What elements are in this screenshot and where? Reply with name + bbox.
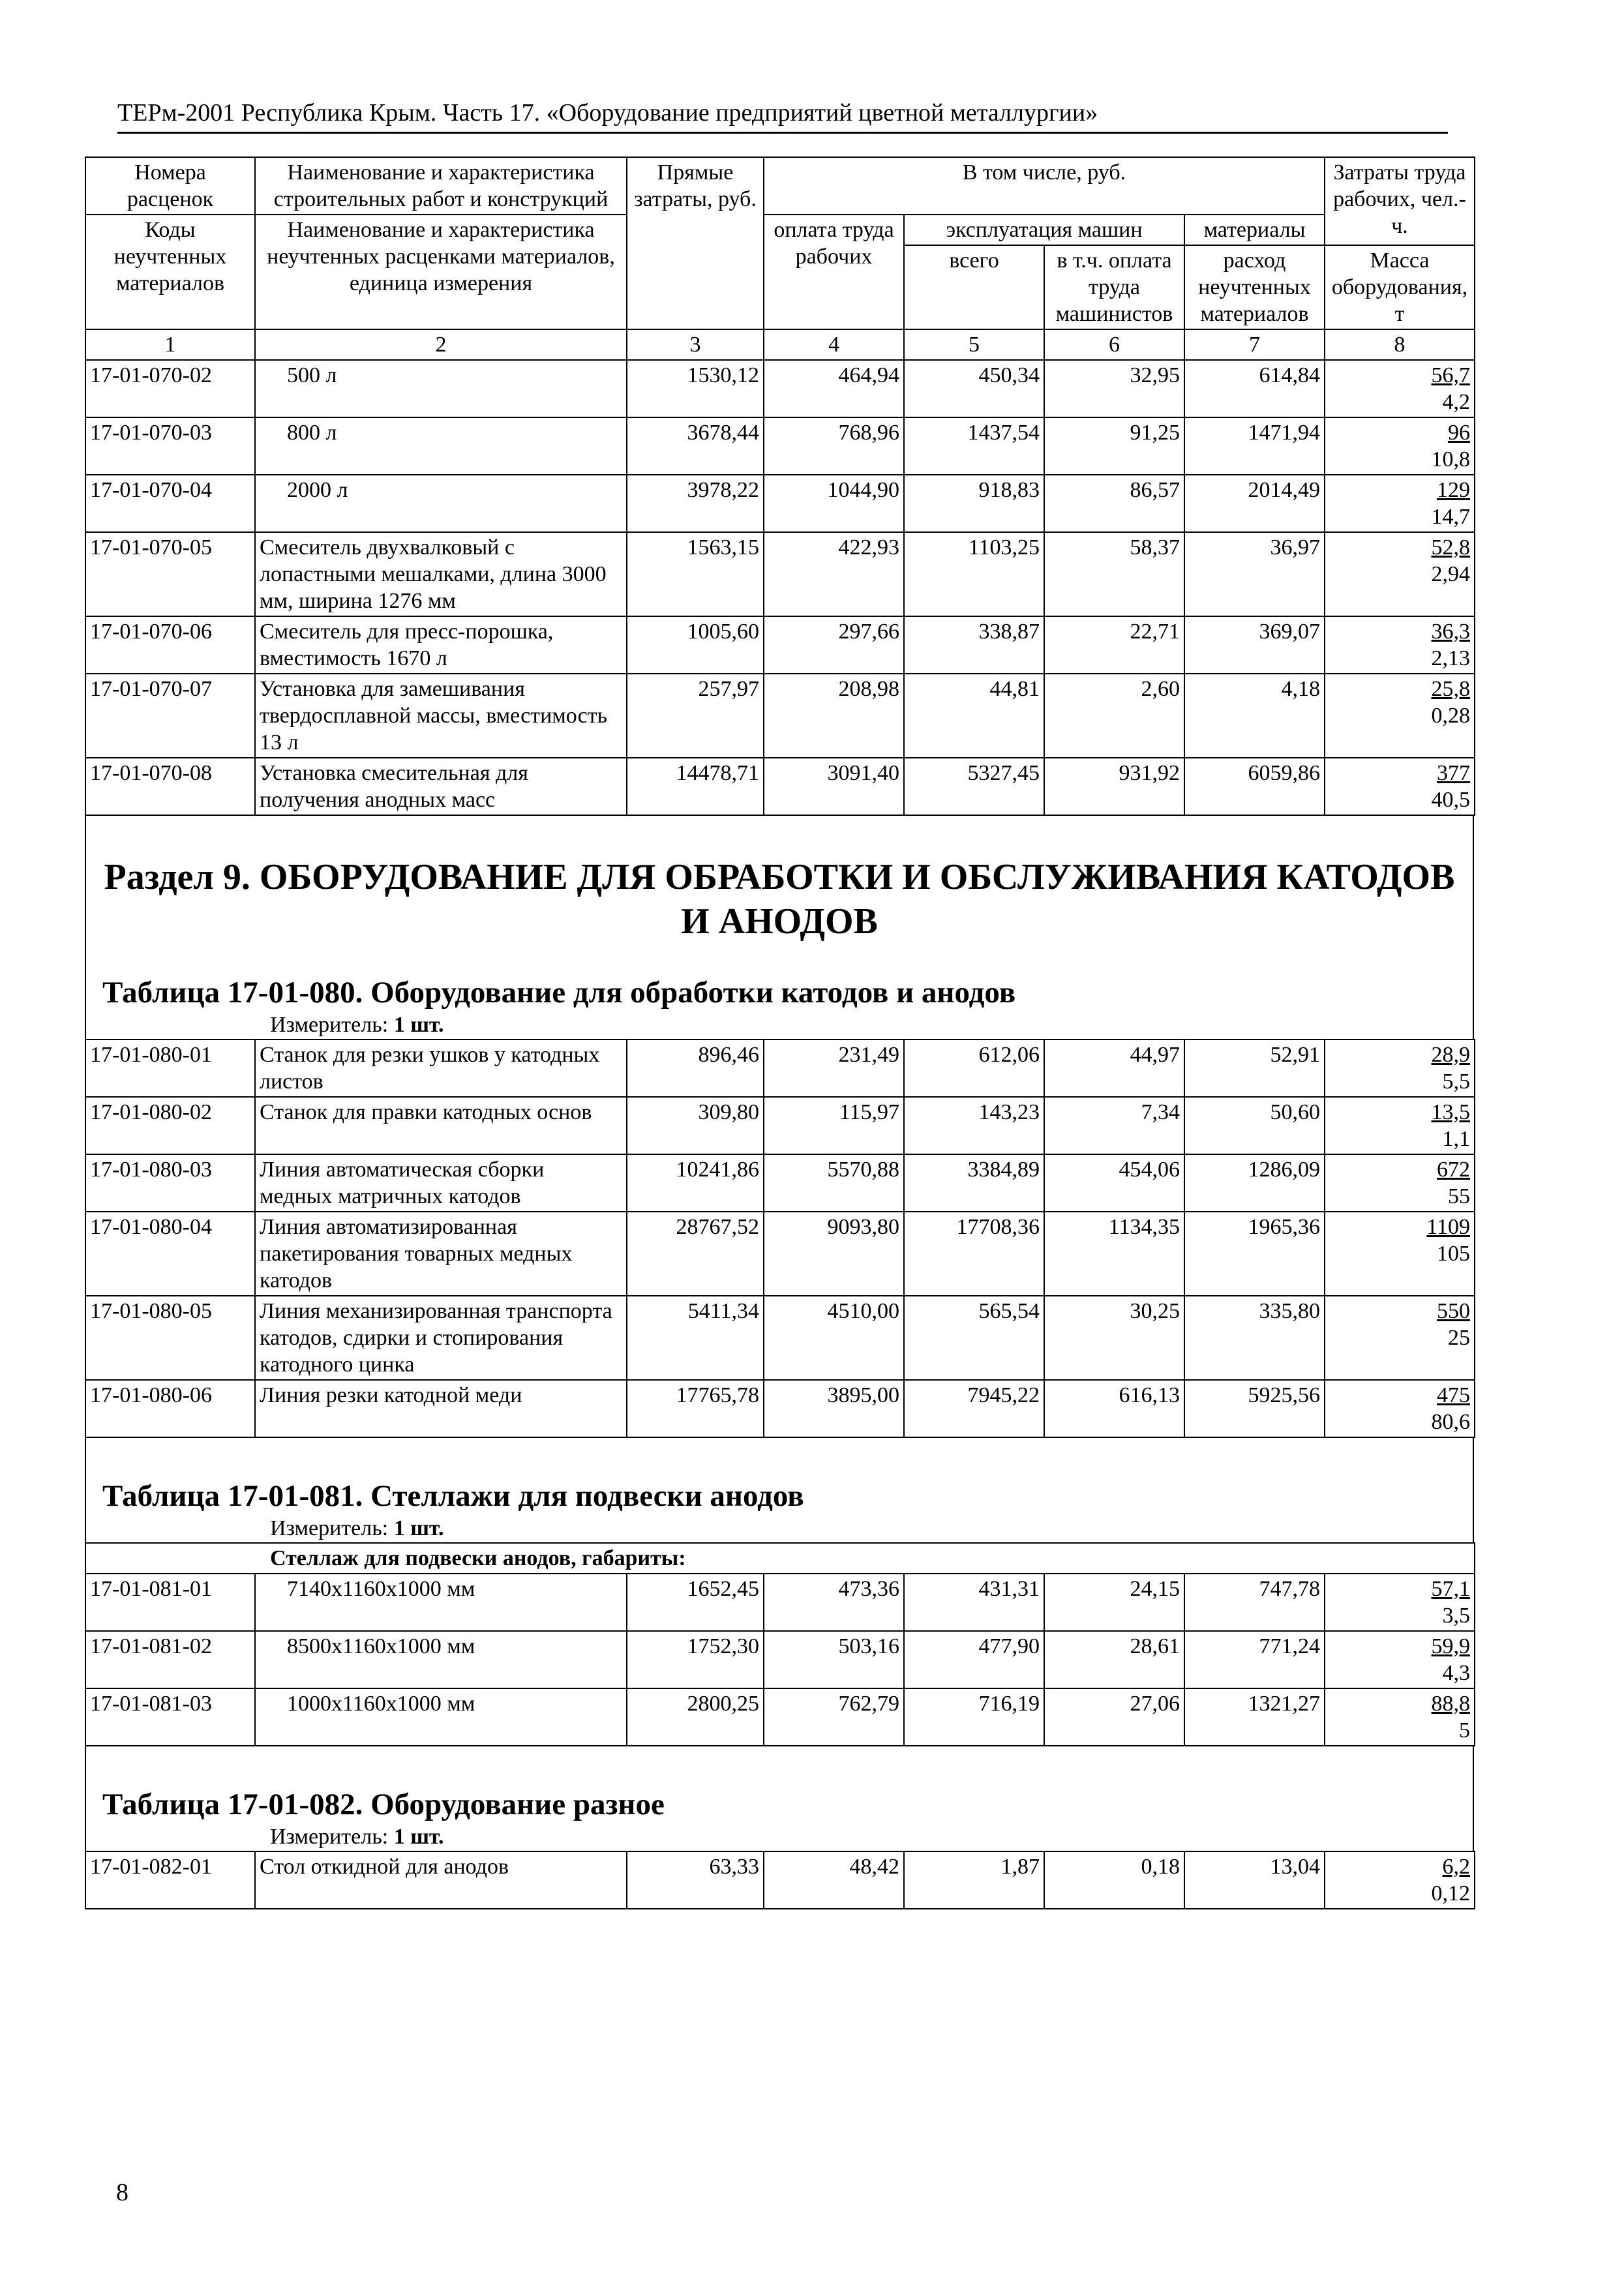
col-number: 2 [255, 329, 627, 360]
direct-costs: 2800,25 [627, 1688, 764, 1746]
machines-total: 5327,45 [904, 758, 1044, 815]
meter-label: Измеритель: [270, 1013, 389, 1037]
labor-pay: 464,94 [764, 360, 904, 417]
machines-total: 565,54 [904, 1296, 1044, 1380]
labor-pay: 762,79 [764, 1688, 904, 1746]
labor-hours-and-mass [1325, 674, 1475, 758]
table-row [85, 532, 1475, 616]
rate-code: 17-01-081-01 [85, 1574, 255, 1631]
rate-code: 17-01-080-03 [85, 1154, 255, 1212]
direct-costs: 309,80 [627, 1097, 764, 1154]
machinist-pay: 27,06 [1044, 1688, 1184, 1746]
direct-costs: 1005,60 [627, 616, 764, 674]
materials-cost: 1471,94 [1184, 417, 1325, 475]
equipment-mass: 55 [1448, 1184, 1470, 1208]
rows-080 [85, 1040, 1475, 1437]
machinist-pay: 58,37 [1044, 532, 1184, 616]
labor-hours-and-mass [1325, 1631, 1475, 1688]
direct-costs: 1563,15 [627, 532, 764, 616]
materials-cost: 335,80 [1184, 1296, 1325, 1380]
rate-name: Станок для правки катодных основ [255, 1097, 627, 1154]
machinist-pay: 22,71 [1044, 616, 1184, 674]
direct-costs: 896,46 [627, 1040, 764, 1097]
equipment-mass: 2,13 [1431, 646, 1470, 670]
meter-value: 1 шт. [393, 1825, 444, 1849]
meter-value: 1 шт. [393, 1013, 444, 1037]
labor-hours: 672 [1437, 1158, 1470, 1182]
rate-code: 17-01-080-04 [85, 1212, 255, 1296]
table-row [85, 1631, 1475, 1688]
machinist-pay: 86,57 [1044, 475, 1184, 532]
materials-cost: 369,07 [1184, 616, 1325, 674]
header-rule [117, 132, 1448, 134]
labor-hours: 36,3 [1431, 620, 1470, 644]
labor-pay: 231,49 [764, 1040, 904, 1097]
materials-cost: 13,04 [1184, 1851, 1325, 1909]
equipment-mass: 3,5 [1442, 1604, 1471, 1628]
labor-pay: 473,36 [764, 1574, 904, 1631]
materials-cost: 614,84 [1184, 360, 1325, 417]
rate-name: Линия автоматизированная пакетирования товарных медных катодов [255, 1212, 627, 1296]
materials-cost: 5925,56 [1184, 1380, 1325, 1437]
col-header-machinist-pay: в т.ч. оплата труда машинистов [1044, 245, 1184, 329]
labor-hours-and-mass [1325, 1380, 1475, 1437]
machines-total: 612,06 [904, 1040, 1044, 1097]
meter-label: Измеритель: [270, 1825, 389, 1849]
table-row [85, 1380, 1475, 1437]
col-header-machines-total: всего [904, 245, 1044, 329]
equipment-mass: 25 [1448, 1326, 1470, 1350]
equipment-mass: 0,12 [1431, 1881, 1470, 1906]
table-row [85, 417, 1475, 475]
machines-total: 44,81 [904, 674, 1044, 758]
labor-pay: 503,16 [764, 1631, 904, 1688]
rate-name: Смеситель двухвалковый с лопастными мешалками, длина 3000 мм, ширина 1276 мм [255, 532, 627, 616]
labor-hours: 96 [1448, 421, 1470, 445]
labor-pay: 208,98 [764, 674, 904, 758]
table-080-title: Таблица 17-01-080. Оборудование для обработки катодов и анодов [102, 976, 1016, 1010]
materials-cost: 1321,27 [1184, 1688, 1325, 1746]
labor-hours-and-mass [1325, 1040, 1475, 1097]
col-header-machines: эксплуатация машин [904, 215, 1184, 245]
labor-hours-and-mass [1325, 475, 1475, 532]
direct-costs: 10241,86 [627, 1154, 764, 1212]
equipment-mass: 1,1 [1442, 1127, 1470, 1151]
machinist-pay: 44,97 [1044, 1040, 1184, 1097]
labor-pay: 422,93 [764, 532, 904, 616]
machinist-pay: 32,95 [1044, 360, 1184, 417]
machines-total: 17708,36 [904, 1212, 1044, 1296]
rate-code: 17-01-070-03 [85, 417, 255, 475]
direct-costs: 1530,12 [627, 360, 764, 417]
machinist-pay: 1134,35 [1044, 1212, 1184, 1296]
col-number: 7 [1184, 329, 1325, 360]
col-header-rate-numbers: Номера расценок [85, 157, 255, 215]
machinist-pay: 91,25 [1044, 417, 1184, 475]
labor-hours: 550 [1437, 1299, 1470, 1323]
labor-pay: 9093,80 [764, 1212, 904, 1296]
col-header-labor-hours: Затраты труда рабочих, чел.-ч. [1325, 157, 1475, 245]
table-row [85, 1040, 1475, 1097]
rate-name: Установка смесительная для получения анодных масс [255, 758, 627, 815]
rate-name: Линия автоматическая сборки медных матричных катодов [255, 1154, 627, 1212]
table-row [85, 758, 1475, 815]
table-row [85, 475, 1475, 532]
labor-pay: 768,96 [764, 417, 904, 475]
direct-costs: 14478,71 [627, 758, 764, 815]
equipment-mass: 80,6 [1431, 1410, 1470, 1434]
equipment-mass: 5,5 [1442, 1070, 1470, 1094]
rate-name: 2000 л [255, 475, 627, 532]
materials-cost: 36,97 [1184, 532, 1325, 616]
labor-hours: 13,5 [1431, 1100, 1470, 1124]
machinist-pay: 7,34 [1044, 1097, 1184, 1154]
rate-name: Стол откидной для анодов [255, 1851, 627, 1909]
rates-table-082 [85, 1851, 1475, 1909]
labor-hours: 1109 [1426, 1215, 1470, 1239]
machines-total: 143,23 [904, 1097, 1044, 1154]
materials-cost: 50,60 [1184, 1097, 1325, 1154]
labor-pay: 3895,00 [764, 1380, 904, 1437]
table-row [85, 1154, 1475, 1212]
table-082-title: Таблица 17-01-082. Оборудование разное [102, 1788, 665, 1821]
labor-hours-and-mass [1325, 1097, 1475, 1154]
table-081-title: Таблица 17-01-081. Стеллажи для подвески анодов [102, 1479, 804, 1513]
rate-code: 17-01-080-06 [85, 1380, 255, 1437]
rate-name: 8500х1160х1000 мм [255, 1631, 627, 1688]
col-header-including: В том числе, руб. [764, 157, 1325, 215]
machinist-pay: 30,25 [1044, 1296, 1184, 1380]
table-row [85, 1688, 1475, 1746]
rates-table-070 [85, 157, 1475, 816]
labor-hours: 57,1 [1431, 1577, 1471, 1601]
rate-sheet [85, 157, 1474, 1909]
direct-costs: 17765,78 [627, 1380, 764, 1437]
equipment-mass: 5 [1459, 1718, 1471, 1743]
labor-pay: 48,42 [764, 1851, 904, 1909]
rate-code: 17-01-070-02 [85, 360, 255, 417]
page-header: ТЕРм-2001 Республика Крым. Часть 17. «Оборудование предприятий цветной металлургии» [117, 99, 1098, 127]
rate-code: 17-01-070-04 [85, 475, 255, 532]
labor-hours: 25,8 [1431, 677, 1470, 701]
machines-total: 3384,89 [904, 1154, 1044, 1212]
rates-table-081 [85, 1542, 1475, 1746]
labor-hours-and-mass [1325, 532, 1475, 616]
labor-hours-and-mass [1325, 1574, 1475, 1631]
rate-code: 17-01-070-05 [85, 532, 255, 616]
materials-cost: 4,18 [1184, 674, 1325, 758]
machines-total: 477,90 [904, 1631, 1044, 1688]
machines-total: 450,34 [904, 360, 1044, 417]
rates-table-080 [85, 1039, 1475, 1438]
labor-hours-and-mass [1325, 1212, 1475, 1296]
materials-cost: 1286,09 [1184, 1154, 1325, 1212]
table-082-band [85, 1746, 1474, 1851]
labor-hours: 52,8 [1431, 535, 1470, 560]
table-082-meter [86, 1823, 1473, 1851]
rate-name: 500 л [255, 360, 627, 417]
col-number: 8 [1325, 329, 1475, 360]
labor-hours: 56,7 [1431, 363, 1470, 387]
table-081-subheading: Стеллаж для подвески анодов, габариты: [85, 1543, 1475, 1574]
equipment-mass: 2,94 [1431, 562, 1470, 586]
meter-value: 1 шт. [393, 1516, 444, 1540]
labor-hours-and-mass [1325, 360, 1475, 417]
rate-code: 17-01-070-08 [85, 758, 255, 815]
machinist-pay: 0,18 [1044, 1851, 1184, 1909]
direct-costs: 63,33 [627, 1851, 764, 1909]
machinist-pay: 28,61 [1044, 1631, 1184, 1688]
direct-costs: 257,97 [627, 674, 764, 758]
rate-code: 17-01-081-03 [85, 1688, 255, 1746]
rate-name: 7140х1160х1000 мм [255, 1574, 627, 1631]
rate-name: Установка для замешивания твердосплавной массы, вместимость 13 л [255, 674, 627, 758]
labor-hours: 88,8 [1431, 1692, 1471, 1716]
table-row [85, 360, 1475, 417]
rate-name: Линия резки катодной меди [255, 1380, 627, 1437]
table-081-band [85, 1438, 1474, 1542]
labor-hours: 28,9 [1431, 1043, 1470, 1067]
col-header-material-name: Наименование и характеристика неучтенных расценками материалов, единица измерения [255, 215, 627, 329]
rate-name: Линия механизированная транспорта катодов, сдирки и стопирования катодного цинка [255, 1296, 627, 1380]
table-080-meter [86, 1011, 1473, 1039]
rate-name: 800 л [255, 417, 627, 475]
machines-total: 7945,22 [904, 1380, 1044, 1437]
materials-cost: 1965,36 [1184, 1212, 1325, 1296]
labor-hours: 129 [1437, 478, 1470, 502]
rate-name: Смеситель для пресс-порошка, вместимость 1670 л [255, 616, 627, 674]
labor-hours: 59,9 [1431, 1634, 1471, 1658]
machines-total: 1437,54 [904, 417, 1044, 475]
labor-hours-and-mass [1325, 1851, 1475, 1909]
machines-total: 1,87 [904, 1851, 1044, 1909]
table-081-meter [86, 1515, 1473, 1542]
labor-hours-and-mass [1325, 1688, 1475, 1746]
labor-pay: 3091,40 [764, 758, 904, 815]
labor-hours-and-mass [1325, 616, 1475, 674]
table-row [85, 1212, 1475, 1296]
direct-costs: 28767,52 [627, 1212, 764, 1296]
equipment-mass: 4,3 [1442, 1661, 1471, 1685]
table-row [85, 1296, 1475, 1380]
labor-hours-and-mass [1325, 758, 1475, 815]
rate-code: 17-01-080-02 [85, 1097, 255, 1154]
machines-total: 1103,25 [904, 532, 1044, 616]
table-row [85, 674, 1475, 758]
direct-costs: 1652,45 [627, 1574, 764, 1631]
table-row [85, 1097, 1475, 1154]
labor-hours: 475 [1437, 1383, 1470, 1407]
rate-name: 1000х1160х1000 мм [255, 1688, 627, 1746]
rate-code: 17-01-070-06 [85, 616, 255, 674]
materials-cost: 6059,86 [1184, 758, 1325, 815]
col-header-materials: материалы [1184, 215, 1325, 245]
page-number: 8 [116, 2179, 128, 2206]
rows-070 [85, 360, 1475, 815]
labor-hours-and-mass [1325, 1154, 1475, 1212]
labor-hours: 6,2 [1442, 1855, 1470, 1879]
col-header-material-codes: Коды неучтенных материалов [85, 215, 255, 329]
machines-total: 431,31 [904, 1574, 1044, 1631]
machines-total: 918,83 [904, 475, 1044, 532]
col-header-direct-costs: Прямые затраты, руб. [627, 157, 764, 329]
col-header-unaccounted-materials: расход неучтенных материалов [1184, 245, 1325, 329]
rate-code: 17-01-080-05 [85, 1296, 255, 1380]
equipment-mass: 10,8 [1431, 447, 1470, 471]
equipment-mass: 0,28 [1431, 704, 1470, 728]
equipment-mass: 14,7 [1431, 505, 1470, 529]
machinist-pay: 931,92 [1044, 758, 1184, 815]
direct-costs: 1752,30 [627, 1631, 764, 1688]
equipment-mass: 105 [1437, 1242, 1470, 1266]
meter-label: Измеритель: [270, 1516, 389, 1540]
machinist-pay: 454,06 [1044, 1154, 1184, 1212]
section-title: Раздел 9. ОБОРУДОВАНИЕ ДЛЯ ОБРАБОТКИ И ОБСЛУЖИВАНИЯ КАТОДОВ И АНОДОВ [104, 857, 1455, 942]
col-header-labor-pay: оплата труда рабочих [764, 215, 904, 329]
col-number: 6 [1044, 329, 1184, 360]
machinist-pay: 616,13 [1044, 1380, 1184, 1437]
machines-total: 716,19 [904, 1688, 1044, 1746]
equipment-mass: 4,2 [1442, 390, 1470, 414]
labor-pay: 115,97 [764, 1097, 904, 1154]
rate-code: 17-01-070-07 [85, 674, 255, 758]
labor-pay: 1044,90 [764, 475, 904, 532]
rate-code: 17-01-082-01 [85, 1851, 255, 1909]
direct-costs: 3978,22 [627, 475, 764, 532]
materials-cost: 747,78 [1184, 1574, 1325, 1631]
labor-pay: 297,66 [764, 616, 904, 674]
labor-pay: 4510,00 [764, 1296, 904, 1380]
materials-cost: 771,24 [1184, 1631, 1325, 1688]
col-number: 3 [627, 329, 764, 360]
materials-cost: 2014,49 [1184, 475, 1325, 532]
labor-hours-and-mass [1325, 417, 1475, 475]
machinist-pay: 2,60 [1044, 674, 1184, 758]
table-row [85, 616, 1475, 674]
section-band [85, 816, 1474, 1039]
direct-costs: 3678,44 [627, 417, 764, 475]
labor-hours-and-mass [1325, 1296, 1475, 1380]
machines-total: 338,87 [904, 616, 1044, 674]
labor-pay: 5570,88 [764, 1154, 904, 1212]
rows-082 [85, 1851, 1475, 1909]
col-number: 5 [904, 329, 1044, 360]
table-row [85, 1574, 1475, 1631]
col-header-work-name: Наименование и характеристика строительных работ и конструкций [255, 157, 627, 215]
rate-code: 17-01-081-02 [85, 1631, 255, 1688]
rate-name: Станок для резки ушков у катодных листов [255, 1040, 627, 1097]
rate-code: 17-01-080-01 [85, 1040, 255, 1097]
direct-costs: 5411,34 [627, 1296, 764, 1380]
machinist-pay: 24,15 [1044, 1574, 1184, 1631]
labor-hours: 377 [1437, 761, 1470, 785]
rows-081 [85, 1574, 1475, 1746]
col-header-equipment-mass: Масса оборудования, т [1325, 245, 1475, 329]
materials-cost: 52,91 [1184, 1040, 1325, 1097]
table-row [85, 1851, 1475, 1909]
col-number: 1 [85, 329, 255, 360]
col-number: 4 [764, 329, 904, 360]
equipment-mass: 40,5 [1431, 788, 1470, 812]
